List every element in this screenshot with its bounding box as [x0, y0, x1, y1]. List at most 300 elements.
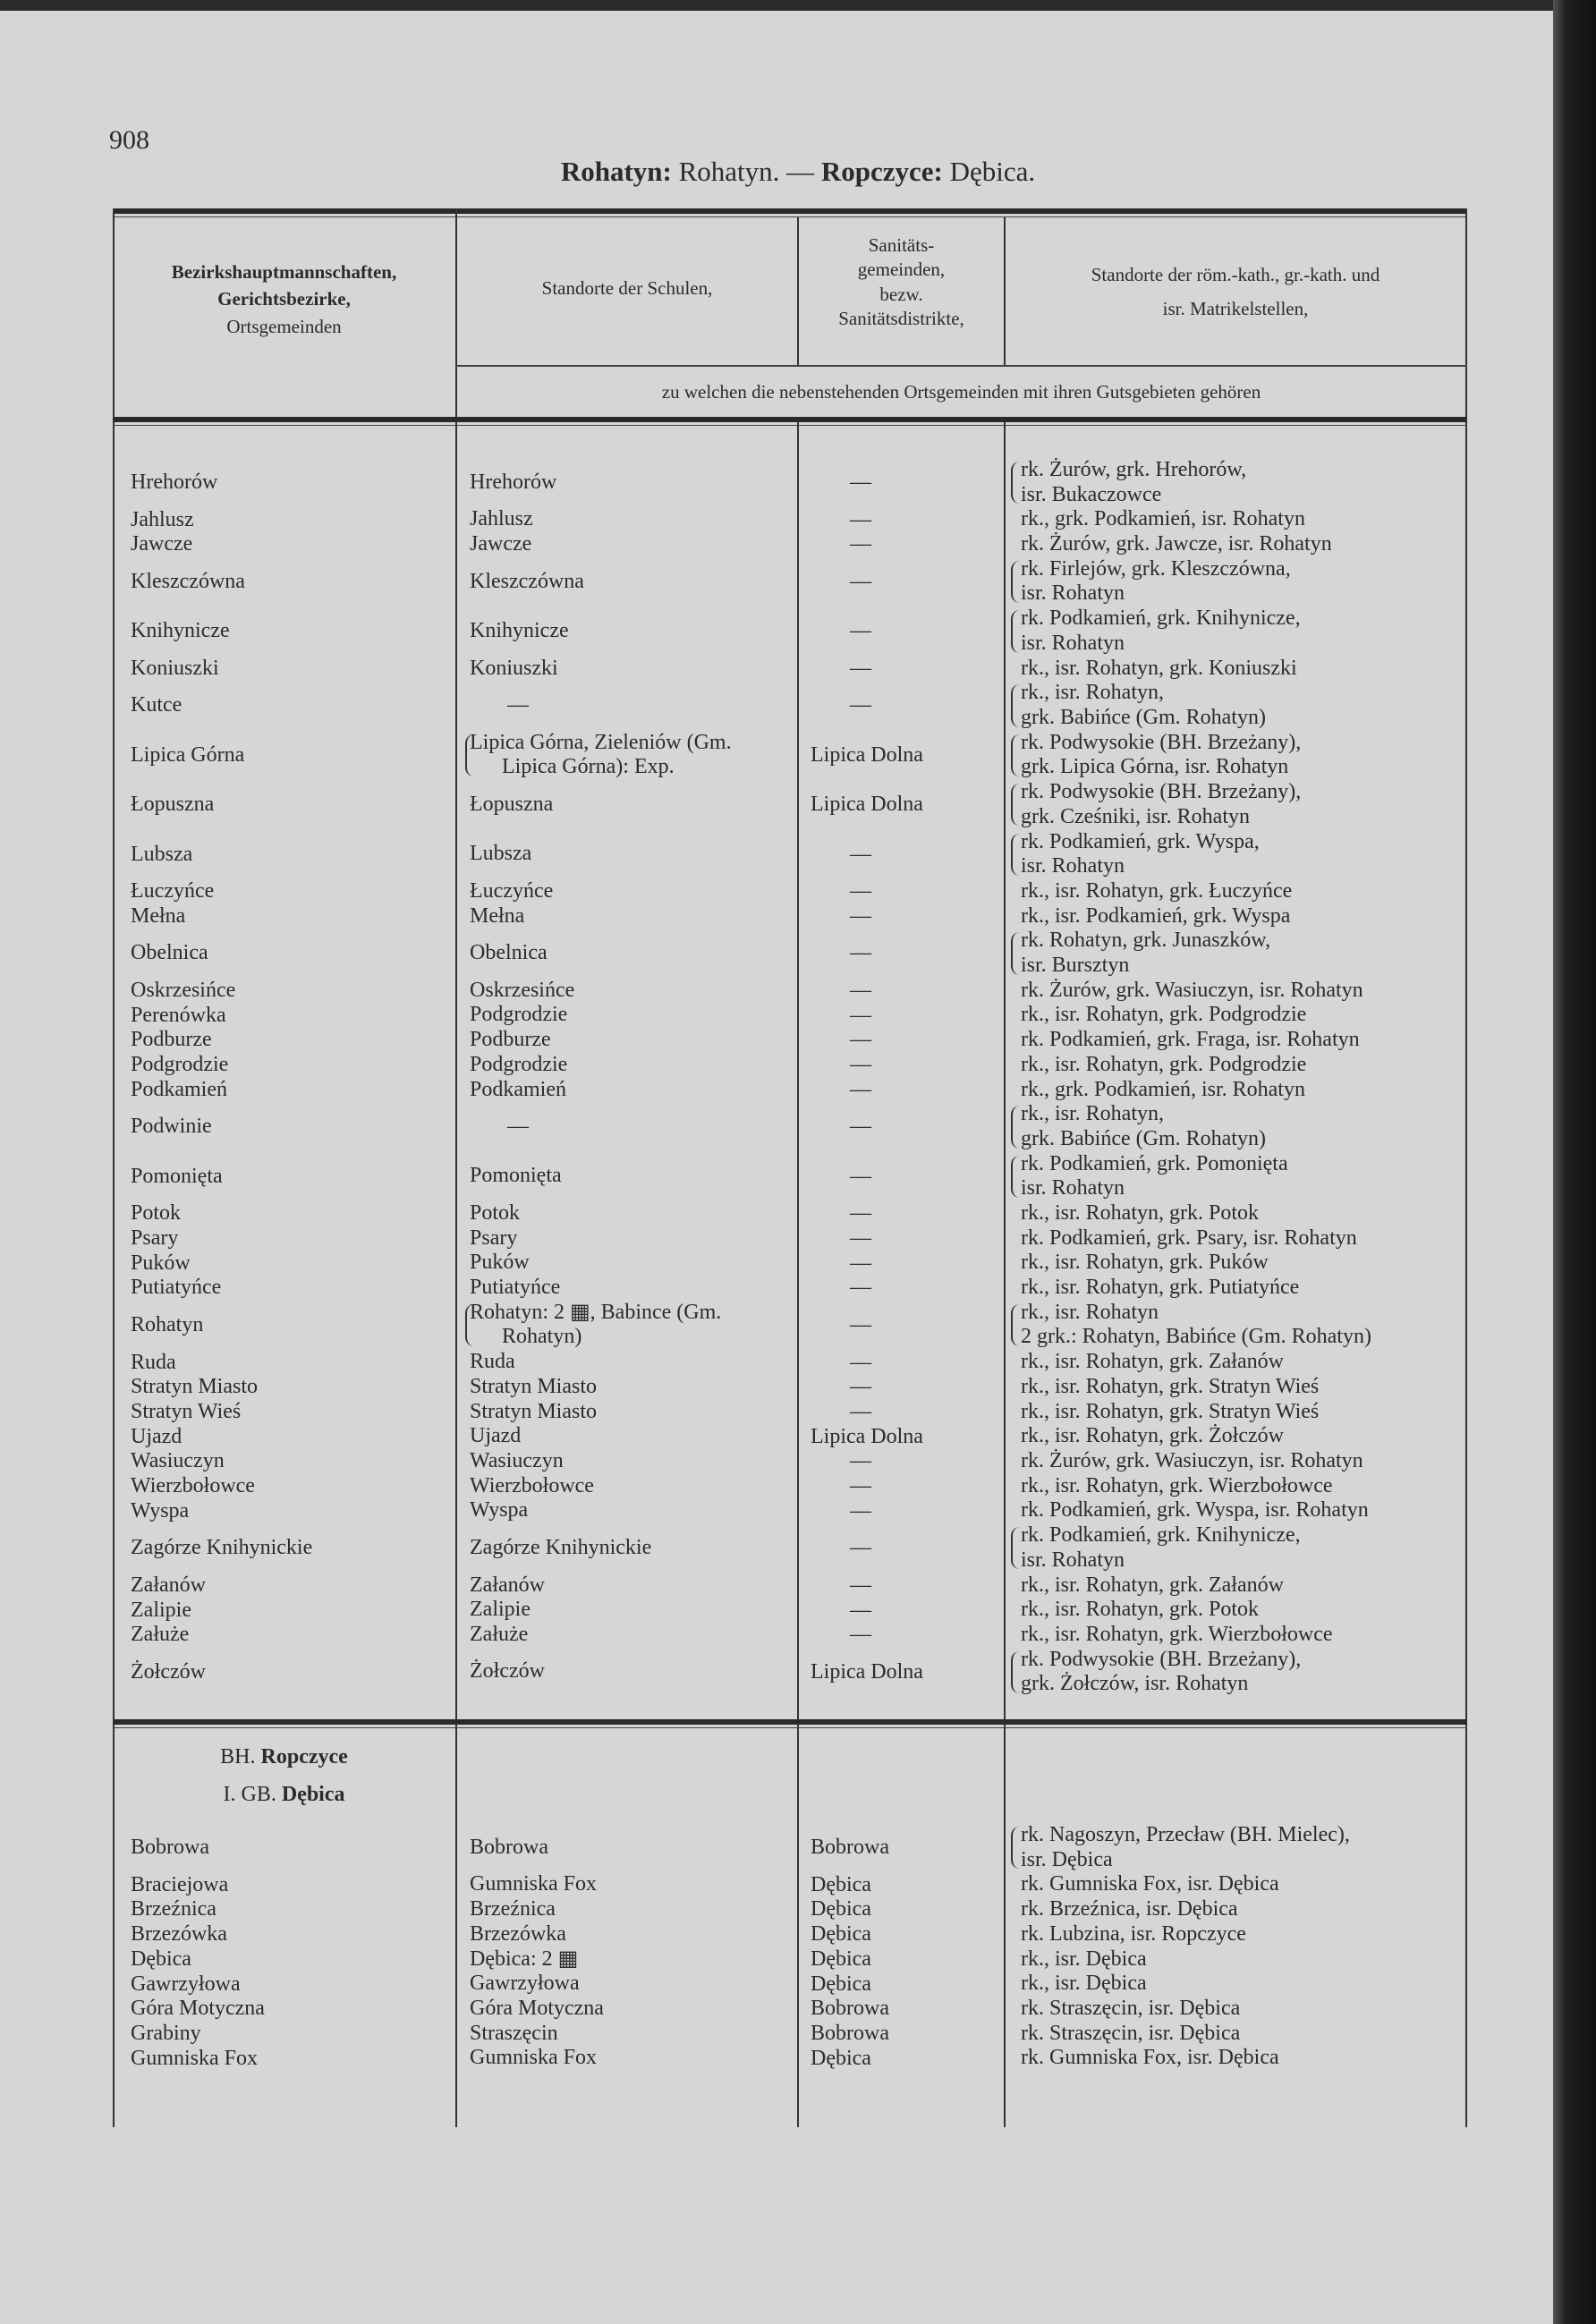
sanitaet-cell [811, 681, 998, 730]
matrikel-line: isr. Rohatyn [1021, 854, 1125, 878]
matrikel-line: rk., isr. Rohatyn, grk. Putiatyńce [1021, 1276, 1300, 1300]
matrikel-line: rk., isr. Rohatyn, grk. Wierzbołowce [1021, 1473, 1333, 1497]
sanitaet-cell [811, 1474, 998, 1499]
sanitaet-cell [811, 1498, 998, 1523]
sanitaet-cell [811, 780, 998, 829]
matrikel-cell [1015, 458, 1463, 507]
schule-line: Zalipie [470, 1598, 531, 1622]
sanitaet-cell [811, 1872, 998, 1897]
matrikel-line: rk., isr. Rohatyn, grk. Podgrodzie [1021, 1052, 1307, 1076]
header-col3-line2: gemeinden, [857, 259, 946, 281]
ortsgemeinde-cell: Stratyn Wieś [131, 1399, 242, 1423]
bracket-icon [1011, 462, 1020, 504]
matrikel-cell [1015, 1623, 1463, 1648]
ortsgemeinde-cell: Koniuszki [131, 656, 219, 680]
schule-cell [470, 830, 792, 879]
schule-line: Jawcze [470, 532, 532, 556]
ortsgemeinde-cell: Gawrzyłowa [131, 1972, 241, 1996]
schule-cell [470, 780, 792, 829]
header-col4-line2: isr. Matrikelstellen, [1162, 297, 1309, 319]
schule-line: Łopuszna [470, 792, 554, 816]
matrikel-cell [1015, 780, 1463, 829]
sanitaet-cell [811, 731, 998, 780]
matrikel-cell [1015, 532, 1463, 557]
matrikel-cell [1015, 1078, 1463, 1103]
sanitaet-cell [811, 830, 998, 879]
matrikel-cell [1015, 2022, 1463, 2047]
sanitaet-value: Dębica [811, 2046, 871, 2070]
schule-cell [470, 1997, 792, 2022]
schule-line: Obelnica [470, 941, 548, 965]
matrikel-line: rk. Podkamień, grk. Psary, isr. Rohatyn [1021, 1226, 1357, 1250]
matrikel-line: rk., isr. Rohatyn, grk. Łuczyńce [1021, 878, 1293, 903]
matrikel-line: rk. Gumniska Fox, isr. Dębica [1021, 1872, 1279, 1896]
header-col3-line1: Sanitäts- [868, 234, 935, 256]
matrikel-line: grk. Babińce (Gm. Rohatyn) [1021, 1126, 1266, 1150]
table-row [113, 1424, 1467, 1449]
ortsgemeinde-cell: Lipica Górna [131, 742, 245, 767]
matrikel-line: rk. Firlejów, grk. Kleszczówna, [1021, 556, 1291, 581]
sanitaet-value: — [850, 1115, 871, 1139]
sanitaet-value: — [850, 656, 871, 680]
schule-line: Brzezówka [470, 1921, 566, 1946]
table-row [113, 1947, 1467, 1972]
sanitaet-value: — [850, 1375, 871, 1399]
sanitaet-cell [811, 1028, 998, 1053]
matrikel-cell [1015, 1350, 1463, 1375]
matrikel-cell [1015, 2046, 1463, 2071]
schule-line: Załanów [470, 1573, 545, 1597]
matrikel-line: rk., isr. Rohatyn, grk. Stratyn Wieś [1021, 1399, 1320, 1423]
matrikel-cell [1015, 557, 1463, 606]
ortsgemeinde-cell: Kleszczówna [131, 569, 245, 593]
ortsgemeinde-cell: Góra Motyczna [131, 1997, 265, 2021]
schule-line: Knihynicze [470, 619, 569, 643]
sanitaet-value: — [850, 1251, 871, 1275]
schule-line: Lipica Górna, Zieleniów (Gm. [470, 730, 732, 754]
schule-cell [470, 1078, 792, 1103]
sanitaet-cell [811, 1598, 998, 1623]
section-heading-gb [113, 1783, 455, 1807]
sanitaet-cell [811, 557, 998, 606]
sanitaet-value: — [850, 532, 871, 556]
sanitaet-cell [811, 1201, 998, 1226]
ortsgemeinde-cell: Hrehorów [131, 471, 218, 495]
table-row [113, 2046, 1467, 2071]
matrikel-line: rk. Podwysokie (BH. Brzeżany), [1021, 780, 1302, 804]
ortsgemeinde-cell: Mełna [131, 903, 186, 928]
matrikel-line: rk. Podkamień, grk. Wyspa, [1021, 829, 1260, 853]
sanitaet-value: — [850, 879, 871, 903]
matrikel-line: rk., isr. Rohatyn, grk. Wierzbołowce [1021, 1622, 1333, 1646]
schule-cell [470, 1003, 792, 1028]
schule-cell [470, 1872, 792, 1897]
table-row [113, 830, 1467, 879]
sanitaet-cell [811, 979, 998, 1004]
bracket-icon [1011, 1156, 1020, 1198]
sanitaet-cell [811, 2046, 998, 2071]
matrikel-line: rk. Żurów, grk. Hrehorów, [1021, 458, 1247, 481]
schule-line: Góra Motyczna [470, 1996, 604, 2020]
title-court-1: Rohatyn. — [671, 156, 821, 187]
matrikel-line: rk., grk. Podkamień, isr. Rohatyn [1021, 507, 1305, 531]
table-row [113, 1350, 1467, 1375]
schule-cell [470, 458, 792, 507]
matrikel-cell [1015, 1598, 1463, 1623]
table-row [113, 1375, 1467, 1400]
table-row [113, 1573, 1467, 1599]
matrikel-line: isr. Bukaczowce [1021, 482, 1162, 506]
sanitaet-value: Dębica [811, 1947, 871, 1971]
matrikel-line: rk., isr. Rohatyn, grk. Koniuszki [1021, 656, 1297, 680]
schule-line: Rohatyn) [502, 1325, 582, 1349]
matrikel-line: rk., isr. Rohatyn, grk. Załanów [1021, 1573, 1284, 1597]
sanitaet-cell [811, 1226, 998, 1251]
sanitaet-cell [811, 1375, 998, 1400]
sanitaet-value: — [850, 471, 871, 495]
bracket-icon [465, 1304, 474, 1346]
table-row [113, 1997, 1467, 2022]
bracket-icon [1011, 784, 1020, 826]
schule-cell [470, 1648, 792, 1697]
sanitaet-value: Lipica Dolna [811, 793, 923, 817]
matrikel-cell [1015, 507, 1463, 532]
sanitaet-value: Bobrowa [811, 1997, 889, 2021]
matrikel-line: rk., isr. Rohatyn [1021, 1300, 1159, 1324]
sanitaet-cell [811, 2022, 998, 2047]
table-row [113, 1003, 1467, 1028]
sanitaet-value: — [850, 842, 871, 866]
matrikel-cell [1015, 1498, 1463, 1523]
sanitaet-cell [811, 1997, 998, 2022]
section-heading-bh [113, 1745, 455, 1769]
schule-cell [470, 606, 792, 656]
schule-line: Potok [470, 1201, 521, 1225]
ortsgemeinde-cell: Ruda [131, 1350, 176, 1374]
schule-cell [470, 1573, 792, 1599]
matrikel-line: isr. Rohatyn [1021, 631, 1125, 655]
sanitaet-value: Lipica Dolna [811, 742, 923, 767]
sanitaet-cell [811, 1648, 998, 1697]
table-row [113, 1078, 1467, 1103]
ortsgemeinde-cell: Wasiuczyn [131, 1449, 225, 1473]
section-heading-gb-prefix: I. GB. [223, 1783, 282, 1806]
sanitaet-value: Dębica [811, 1872, 871, 1896]
ortsgemeinde-cell: Załanów [131, 1573, 206, 1597]
schule-line: Wierzbołowce [470, 1473, 594, 1497]
schule-cell [470, 1449, 792, 1474]
ortsgemeinde-cell: Putiatyńce [131, 1276, 222, 1300]
sanitaet-cell [811, 1102, 998, 1151]
bracket-icon [1011, 1651, 1020, 1693]
ortsgemeinde-cell: Brzezówka [131, 1922, 227, 1947]
schule-cell [470, 532, 792, 557]
sanitaet-cell [811, 1449, 998, 1474]
matrikel-cell [1015, 1276, 1463, 1301]
sanitaet-cell [811, 1947, 998, 1972]
table-row [113, 2022, 1467, 2047]
matrikel-line: rk. Nagoszyn, Przecław (BH. Mielec), [1021, 1823, 1350, 1846]
header-col1-line2: Gerichtsbezirke, [217, 288, 351, 310]
sanitaet-value: — [850, 1598, 871, 1622]
sanitaet-cell [811, 1003, 998, 1028]
sanitaet-value: — [850, 979, 871, 1003]
header-col-sanitaet [799, 233, 1004, 331]
ortsgemeinde-cell: Łuczyńce [131, 879, 215, 903]
table-row [113, 731, 1467, 780]
sanitaet-cell [811, 1276, 998, 1301]
table-row [113, 606, 1467, 656]
schule-line: Łuczyńce [470, 878, 554, 903]
table-row [113, 657, 1467, 682]
table-row [113, 458, 1467, 507]
matrikel-line: rk., isr. Dębica [1021, 1947, 1147, 1971]
sanitaet-value: — [850, 903, 871, 928]
matrikel-line: rk. Straszęcin, isr. Dębica [1021, 1996, 1241, 2020]
table-row [113, 979, 1467, 1004]
table-row [113, 1226, 1467, 1251]
schule-line: Lipica Górna): Exp. [502, 755, 675, 779]
matrikel-cell [1015, 1226, 1463, 1251]
sanitaet-value: — [850, 1226, 871, 1251]
table-row [113, 780, 1467, 829]
header-col1-line1: Bezirkshauptmannschaften, [171, 261, 397, 283]
schule-line: Podburze [470, 1028, 551, 1052]
sanitaet-value: — [850, 1201, 871, 1226]
schule-cell [470, 2046, 792, 2071]
matrikel-line: rk., isr. Rohatyn, grk. Załanów [1021, 1350, 1284, 1374]
sanitaet-cell [811, 879, 998, 904]
matrikel-cell [1015, 1449, 1463, 1474]
schule-line: Straszęcin [470, 2021, 558, 2045]
matrikel-line: rk., grk. Podkamień, isr. Rohatyn [1021, 1077, 1305, 1101]
sanitaet-value: — [850, 1053, 871, 1077]
schule-line: Pomonięta [470, 1164, 562, 1188]
sanitaet-cell [811, 606, 998, 656]
table-top-rule [113, 208, 1467, 214]
matrikel-cell [1015, 1573, 1463, 1599]
matrikel-cell [1015, 1400, 1463, 1425]
sanitaet-cell [811, 1823, 998, 1872]
ortsgemeinde-cell: Puków [131, 1251, 191, 1275]
table-row [113, 1102, 1467, 1151]
title-district-2: Ropczyce: [820, 156, 943, 187]
matrikel-line: rk. Podkamień, grk. Fraga, isr. Rohatyn [1021, 1028, 1360, 1052]
sanitaet-value: Dębica [811, 1972, 871, 1996]
bracket-icon [1011, 1304, 1020, 1346]
schule-line: Puków [470, 1251, 530, 1275]
schule-line: Wyspa [470, 1498, 529, 1522]
matrikel-line: rk. Lubzina, isr. Ropczyce [1021, 1921, 1246, 1946]
sanitaet-cell [811, 1251, 998, 1276]
sanitaet-value: — [850, 1498, 871, 1522]
bracket-icon [1011, 1527, 1020, 1569]
table-row [113, 1648, 1467, 1697]
header-col1-line3: Ortsgemeinden [226, 315, 342, 337]
ortsgemeinde-cell: Pomonięta [131, 1164, 223, 1188]
schule-line: Bobrowa [470, 1835, 548, 1859]
schule-cell [470, 1201, 792, 1226]
table-row [113, 1301, 1467, 1350]
ortsgemeinde-cell: Rohatyn [131, 1312, 204, 1336]
schule-cell [470, 2022, 792, 2047]
schule-line: Brzeźnica [470, 1897, 556, 1921]
table-row [113, 507, 1467, 532]
header-col3-line3: bezw. [879, 283, 923, 305]
schule-cell [470, 879, 792, 904]
matrikel-line: rk. Żurów, grk. Wasiuczyn, isr. Rohatyn [1021, 1449, 1363, 1472]
schule-cell [470, 904, 792, 929]
header-col3-line4: Sanitätsdistrikte, [838, 307, 964, 329]
ortsgemeinde-cell: Zalipie [131, 1598, 191, 1622]
matrikel-cell [1015, 904, 1463, 929]
ortsgemeinde-cell: Jawcze [131, 532, 193, 556]
sanitaet-value: Lipica Dolna [811, 1424, 923, 1448]
section-heading-bh-name: Ropczyce [260, 1745, 348, 1768]
bracket-icon [1011, 684, 1020, 726]
schule-line: Gawrzyłowa [470, 1972, 580, 1996]
matrikel-cell [1015, 1102, 1463, 1151]
sanitaet-cell [811, 1424, 998, 1449]
page-number: 908 [109, 125, 149, 155]
ortsgemeinde-cell: Załuże [131, 1623, 190, 1647]
sanitaet-cell [811, 929, 998, 978]
matrikel-cell [1015, 1897, 1463, 1922]
parish-table [113, 208, 1467, 2127]
sanitaet-value: — [850, 941, 871, 965]
matrikel-line: isr. Rohatyn [1021, 1548, 1125, 1572]
schule-line: Gumniska Fox [470, 1872, 598, 1896]
schule-line: Hrehorów [470, 470, 557, 494]
schule-line: Zagórze Knihynickie [470, 1535, 652, 1559]
matrikel-cell [1015, 731, 1463, 780]
schule-line: Koniuszki [470, 656, 558, 680]
matrikel-line: rk., isr. Rohatyn, [1021, 681, 1164, 705]
ortsgemeinde-cell: Dębica [131, 1947, 191, 1971]
ortsgemeinde-cell: Braciejowa [131, 1872, 229, 1896]
matrikel-cell [1015, 879, 1463, 904]
table-row [113, 557, 1467, 606]
matrikel-cell [1015, 681, 1463, 730]
matrikel-cell [1015, 1947, 1463, 1972]
sanitaet-value: — [850, 1536, 871, 1560]
table-row [113, 1449, 1467, 1474]
ortsgemeinde-cell: Knihynicze [131, 619, 230, 643]
schule-cell [470, 1301, 792, 1350]
sanitaet-value: Lipica Dolna [811, 1659, 923, 1684]
matrikel-line: isr. Dębica [1021, 1847, 1113, 1871]
matrikel-cell [1015, 1872, 1463, 1897]
matrikel-cell [1015, 979, 1463, 1004]
ortsgemeinde-cell: Ujazd [131, 1424, 183, 1448]
section-heading-gb-name: Dębica [281, 1783, 345, 1806]
schule-line: Podgrodzie [470, 1003, 568, 1027]
ortsgemeinde-cell: Jahlusz [131, 507, 194, 531]
table-row [113, 1972, 1467, 1997]
table-row [113, 1872, 1467, 1897]
sanitaet-cell [811, 1400, 998, 1425]
schule-cell [470, 1897, 792, 1922]
schule-line: Podgrodzie [470, 1052, 568, 1076]
matrikel-cell [1015, 657, 1463, 682]
matrikel-cell [1015, 606, 1463, 656]
schule-cell [470, 979, 792, 1004]
table-row [113, 904, 1467, 929]
bracket-icon [1011, 561, 1020, 603]
matrikel-line: grk. Babińce (Gm. Rohatyn) [1021, 705, 1266, 729]
ortsgemeinde-cell: Żołczów [131, 1659, 206, 1684]
matrikel-line: rk., isr. Dębica [1021, 1972, 1147, 1996]
table-row [113, 1897, 1467, 1922]
schule-line: Lubsza [470, 842, 532, 866]
schule-line: — [507, 1115, 529, 1139]
schule-cell [470, 1152, 792, 1201]
matrikel-cell [1015, 1922, 1463, 1947]
sanitaet-value: — [850, 1399, 871, 1423]
bracket-icon [1011, 1106, 1020, 1148]
table-row [113, 1152, 1467, 1201]
sanitaet-cell [811, 1053, 998, 1078]
ortsgemeinde-cell: Wierzbołowce [131, 1474, 255, 1498]
matrikel-line: rk. Żurów, grk. Jawcze, isr. Rohatyn [1021, 532, 1332, 556]
table-row [113, 681, 1467, 730]
table-row [113, 1251, 1467, 1276]
header-subrule [455, 365, 1467, 367]
schule-cell [470, 557, 792, 606]
sanitaet-value: — [850, 507, 871, 531]
schule-cell [470, 731, 792, 780]
schule-cell [470, 1523, 792, 1573]
schule-cell [470, 1375, 792, 1400]
sanitaet-value: — [850, 1003, 871, 1027]
sanitaet-cell [811, 1301, 998, 1350]
header-bottom-rule [113, 417, 1467, 422]
matrikel-line: rk., isr. Rohatyn, grk. Potok [1021, 1598, 1260, 1622]
schule-line: Rohatyn: 2 ▦, Babince (Gm. [470, 1300, 722, 1324]
header-col-schulen: Standorte der Schulen, [541, 277, 713, 299]
matrikel-line: rk. Podkamień, grk. Pomonięta [1021, 1151, 1288, 1175]
page-title [0, 156, 1596, 188]
schule-cell [470, 1028, 792, 1053]
schule-line: — [507, 693, 529, 717]
ortsgemeinde-cell: Stratyn Miasto [131, 1375, 258, 1399]
ortsgemeinde-cell: Obelnica [131, 941, 208, 965]
matrikel-line: rk. Straszęcin, isr. Dębica [1021, 2021, 1241, 2045]
matrikel-line: isr. Bursztyn [1021, 953, 1130, 977]
schule-cell [470, 1350, 792, 1375]
schule-cell [470, 1623, 792, 1648]
schule-cell [470, 1498, 792, 1523]
ortsgemeinde-cell: Grabiny [131, 2021, 201, 2045]
matrikel-line: rk., isr. Rohatyn, grk. Puków [1021, 1251, 1269, 1275]
schule-cell [470, 1276, 792, 1301]
table-row [113, 1922, 1467, 1947]
header-col-gemeinden [113, 259, 455, 340]
matrikel-cell [1015, 1301, 1463, 1350]
ortsgemeinde-cell: Wyspa [131, 1498, 190, 1522]
matrikel-cell [1015, 929, 1463, 978]
matrikel-line: grk. Lipica Górna, isr. Rohatyn [1021, 755, 1289, 779]
matrikel-line: 2 grk.: Rohatyn, Babińce (Gm. Rohatyn) [1021, 1325, 1371, 1349]
matrikel-cell [1015, 830, 1463, 879]
matrikel-cell [1015, 1028, 1463, 1053]
sanitaet-cell [811, 1523, 998, 1573]
ortsgemeinde-cell: Oskrzesińce [131, 979, 236, 1003]
sanitaet-value: — [850, 1350, 871, 1374]
sanitaet-cell [811, 1897, 998, 1922]
matrikel-line: rk., isr. Rohatyn, [1021, 1102, 1164, 1126]
table-row [113, 1028, 1467, 1053]
